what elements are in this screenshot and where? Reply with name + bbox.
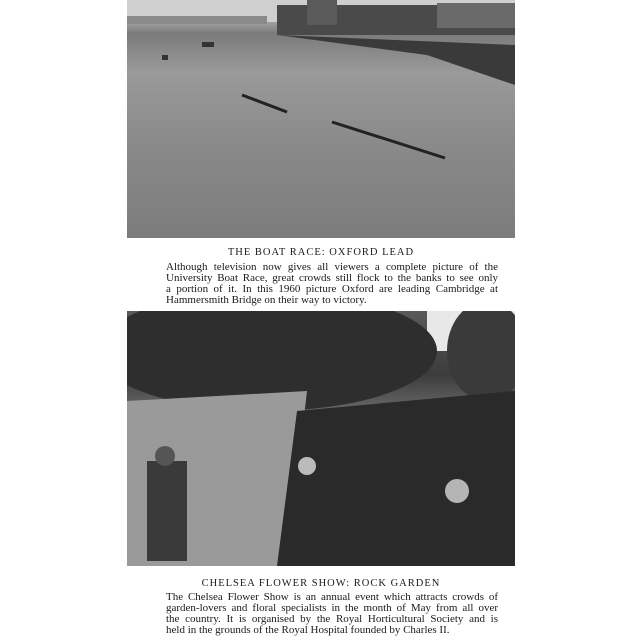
figure-title: THE BOAT RACE: OXFORD LEAD	[227, 247, 415, 258]
caption-line: garden-lovers and floral specialists in the month of May from all over	[166, 602, 498, 614]
caption-line: the country. It is organised by the Royal Horticultural Society and is	[166, 613, 498, 625]
rock-garden-photo	[127, 311, 515, 566]
caption-line: a portion of it. In this 1960 picture Oxford are leading Cambridge at	[166, 283, 498, 295]
rock-garden-illustration	[127, 311, 515, 566]
caption-line: The Chelsea Flower Show is an annual event which attracts crowds of	[166, 591, 498, 603]
caption-line: Although television now gives all viewers a complete picture of the	[166, 261, 498, 273]
figure-title: CHELSEA FLOWER SHOW: ROCK GARDEN	[201, 578, 441, 589]
caption-line: held in the grounds of the Royal Hospital founded by Charles II.	[166, 624, 450, 636]
caption-line: University Boat Race, great crowds still flock to the banks to see only	[166, 272, 498, 284]
caption-line: Hammersmith Bridge on their way to victory.	[166, 294, 367, 306]
figure-caption	[166, 592, 498, 636]
boat-race-illustration	[127, 0, 515, 238]
boat-race-photo	[127, 0, 515, 238]
figure-caption	[166, 262, 498, 306]
